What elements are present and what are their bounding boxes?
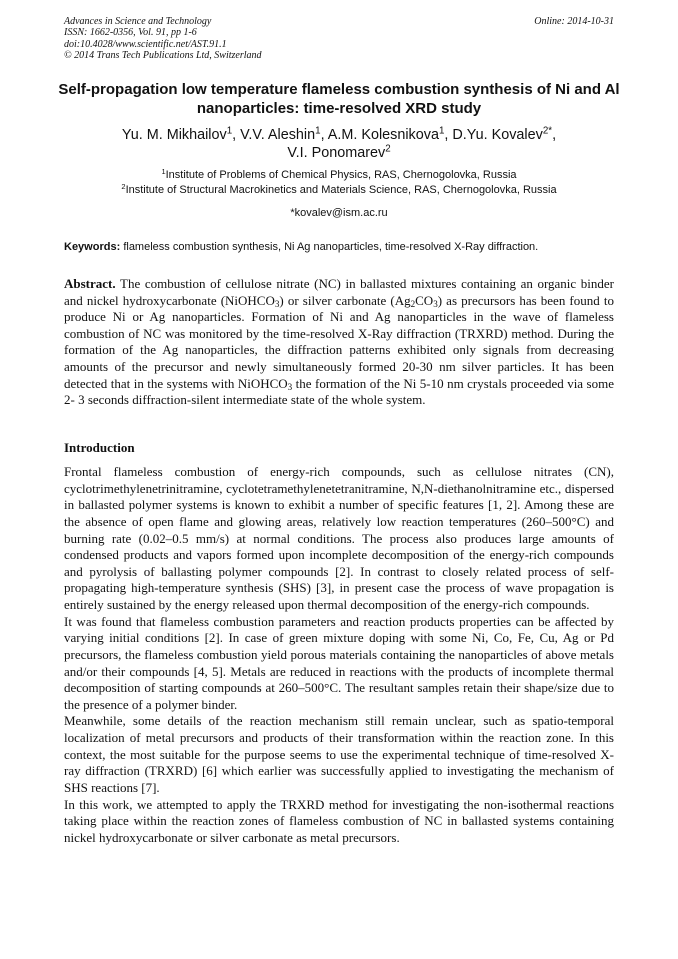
author-affiliation-mark: 1 xyxy=(315,125,321,137)
doi-line: doi:10.4028/www.scientific.net/AST.91.1 xyxy=(64,38,227,50)
subscript: 3 xyxy=(287,381,293,392)
author-name: D.Yu. Kovalev xyxy=(452,127,543,143)
section-heading-introduction: Introduction xyxy=(64,440,135,455)
affiliation-1 xyxy=(40,168,638,182)
abstract-text: ) as precursors has been found to produce Ni or Ag nanoparticles. Formation of Ni and Ag nanoparticles in the wave of flameless combustion of NC was monitored by the time-resolved X-Ray diffraction (TRXRD) method. During the formation of the Ag nanoparticles, the diffraction patterns exhibited only signals from decreasing amounts of the precursor and newly simultaneously formed 20-30 nm silver particles. It has been detected that in the systems with NiOHCO xyxy=(64,292,614,391)
author-name: Yu. M. Mikhailov xyxy=(121,127,227,143)
introduction-body xyxy=(64,464,614,846)
author-affiliation-mark: 2* xyxy=(542,125,553,137)
abstract-text: The combustion of cellulose nitrate (NC) in ballasted mixtures containing an organic binder and nickel hydroxycarbonate (NiOHCO xyxy=(64,276,614,308)
author-name: V.V. Aleshin xyxy=(240,127,316,143)
author-affiliation-mark: 1 xyxy=(226,125,233,137)
subscript: 2 xyxy=(410,298,416,309)
author-affiliation-mark: 1 xyxy=(438,125,445,137)
journal-name: Advances in Science and Technology xyxy=(64,16,212,27)
author-affiliation-mark: 2 xyxy=(385,143,391,155)
affiliation-text: Institute of Problems of Chemical Physics, RAS, Chernogolovka, Russia xyxy=(165,169,517,181)
body-paragraph: In this work, we attempted to apply the TRXRD method for investigating the non-isothermal reactions taking place within the reaction zones of flameless combustion of NC in ballasted systems containing nickel hydroxycarbonate or silver carbonate as metal precursors. xyxy=(64,796,614,845)
body-paragraph: Frontal flameless combustion of energy-rich compounds, such as cellulose nitrates (CN), cyclotrimethylenetrinitramine, cyclotetramethylenetetranitramine, N,N-diethanolnitramine etc., dispersed in ballasted polymer systems is known to exhibit a number of specific features [1, 2]. Among these are the absence of open flame and glowing areas, relatively low reaction temperatures (260–500°C) and burning rate (0.02–0.5 mm/s) at normal conditions. The process also produces large amounts of condensed products and vapors formed upon incomplete decomposition of the energy-rich compounds and pyrolysis of ballasting polymer compounds [2]. In contrast to closely related process of self-propagating high-temperature synthesis (SHS) [3], in present case the process of wave propagation is entirely sustained by the energy released upon thermal decomposition of the energy-rich compounds. xyxy=(64,464,614,612)
keywords-line xyxy=(64,240,624,254)
author-list: Yu. M. Mikhailov$^1$, V.V. Aleshin$^1$, A.M. Kolesnikova$^1$, D.Yu. Kovalev$^{2*}$, V.I. Ponomarev$^2$ xyxy=(121,125,557,161)
abstract-label: Abstract. xyxy=(64,276,116,291)
issn-line: ISSN: 1662-0356, Vol. 91, pp 1-6 xyxy=(64,27,197,39)
abstract-text: ) or silver carbonate (Ag xyxy=(279,292,411,308)
online-date: Online: 2014-10-31 xyxy=(534,16,614,27)
affiliation-2 xyxy=(40,183,638,197)
copyright-line: © 2014 Trans Tech Publications Ltd, Switzerland xyxy=(64,49,262,61)
body-paragraph: Meanwhile, some details of the reaction mechanism still remain unclear, such as spatio-temporal localization of metal precursors and products of their transformation within the reaction zone. In this context, the most suitable for the purpose seems to use the experimental technique of time-resolved X-ray diffraction (TRXRD) [6] which earlier was successfully applied to investigating the mechanism of SHS reactions [7]. xyxy=(64,713,614,795)
affiliation-mark: 2 xyxy=(121,181,126,191)
journal-header xyxy=(64,16,614,61)
body-paragraph: It was found that flameless combustion parameters and reaction products properties can be affected by varying initial conditions [2]. In case of green mixture doping with some Ni, Co, Fe, Cu, Ag or Pd precursors, the flameless combustion yield porous materials containing the nanoparticles of above metals and/or their compounds [4, 5]. Metals are reduced in reactions with the products of incomplete thermal decomposition of starting compounds at 260–500°C. The resultant samples retain their shape/size due to the presence of a polymer binder. xyxy=(64,613,614,712)
paper-title: Self-propagation low temperature flameless combustion synthesis of Ni and Al nanoparticles: time-resolved XRD study xyxy=(58,81,620,117)
keywords-label: Keywords: xyxy=(64,241,121,253)
corresponding-email: *kovalev@ism.ac.ru xyxy=(290,207,388,219)
affiliation-mark: 1 xyxy=(161,166,166,176)
abstract-text: CO xyxy=(415,292,434,308)
subscript: 3 xyxy=(274,298,280,309)
abstract-text: the formation of the Ni 5-10 nm crystals proceeded via some 2- 3 seconds diffraction-silent intermediate state of the whole system. xyxy=(64,375,614,408)
affiliation-text: Institute of Structural Macrokinetics and Materials Science, RAS, Chernogolovka, Russia xyxy=(125,184,557,196)
abstract-paragraph xyxy=(64,276,614,409)
author-name: A.M. Kolesnikova xyxy=(327,127,439,143)
keywords-text: flameless combustion synthesis, Ni Ag nanoparticles, time-resolved X-Ray diffraction. xyxy=(123,241,539,253)
author-name: V.I. Ponomarev xyxy=(287,145,386,161)
subscript: 3 xyxy=(433,298,438,309)
